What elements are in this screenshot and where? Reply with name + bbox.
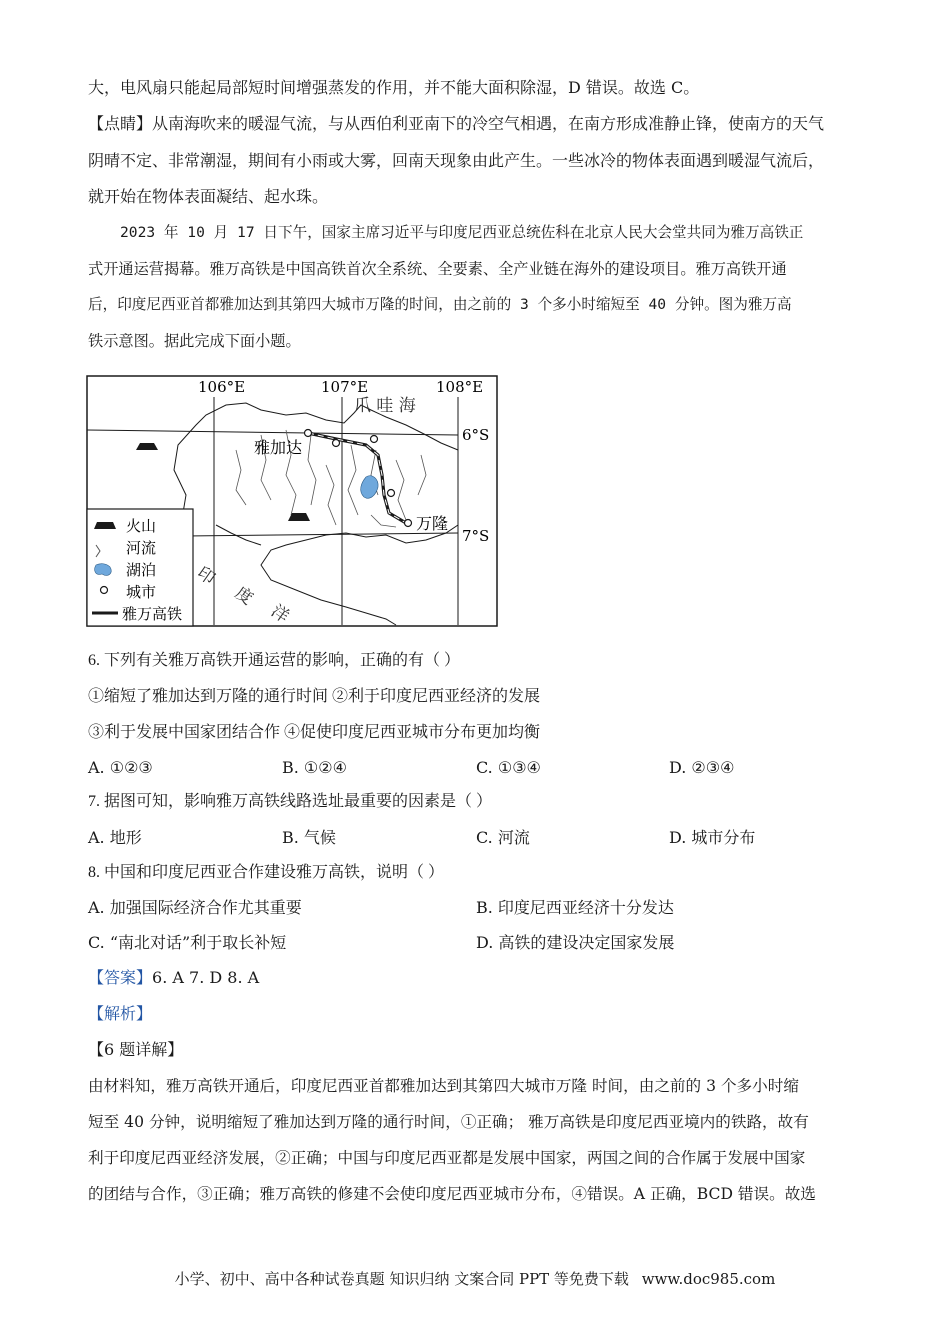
option-b: B. 印度尼西亚经济十分发达 <box>476 898 674 917</box>
option-a: A. ①②③ <box>88 758 153 777</box>
city-bandung <box>405 520 412 527</box>
lat-label-6s: 6°S <box>462 426 490 444</box>
text-line: 铁示意图。据此完成下面小题。 <box>88 332 301 350</box>
city-label-bandung: 万隆 <box>416 514 449 533</box>
city-label-jakarta: 雅加达 <box>254 438 303 457</box>
detail-tag: 【6 题详解】 <box>88 1040 184 1059</box>
option-a: A. 加强国际经济合作尤其重要 <box>88 898 302 917</box>
option-d: D. ②③④ <box>669 758 735 777</box>
text-line: 式开通运营揭幕。雅万高铁是中国高铁首次全系统、全要素、全产业链在海外的建设项目。雅万高铁开通 <box>88 260 787 278</box>
option-d: D. 高铁的建设决定国家发展 <box>476 933 675 952</box>
legend-label: 河流 <box>126 539 157 557</box>
detail-line: 由材料知，雅万高铁开通后，印度尼西亚首都雅加达到其第四大城市万隆 时间，由之前的 3 个多小时缩 <box>88 1077 799 1095</box>
city-marker <box>388 490 395 497</box>
analysis-tag: 【解析】 <box>88 1004 153 1023</box>
ocean-label-char: 印 <box>193 563 219 590</box>
text-line: 2023 年 10 月 17 日下午，国家主席习近平与印度尼西亚总统佐科在北京人民大会堂共同为雅万高铁正 <box>120 224 804 241</box>
text-line: 后，印度尼西亚首都雅加达到其第四大城市万隆的时间，由之前的 3 个多小时缩短至 40 分钟。图为雅万高 <box>88 296 792 313</box>
ocean-label-char: 洋 <box>267 601 293 627</box>
answer-tag: 【答案】 <box>88 968 153 987</box>
question-6-statement: ③利于发展中国家团结合作 ④促使印度尼西亚城市分布更加均衡 <box>88 724 541 741</box>
option-c: C. “南北对话”利于取长补短 <box>88 933 287 952</box>
text-line: 大，电风扇只能起局部短时间增强蒸发的作用，并不能大面积除湿，D 错误。故选 C。 <box>88 78 700 97</box>
lon-label-106: 106°E <box>198 378 246 396</box>
detail-line: 利于印度尼西亚经济发展，②正确；中国与印度尼西亚都是发展中国家，两国之间的合作属于发展中国家 <box>88 1149 806 1167</box>
legend-city-icon <box>101 587 108 594</box>
city-marker <box>333 440 340 447</box>
lat-label-7s: 7°S <box>462 527 490 545</box>
text-line: 就开始在物体表面凝结、起水珠。 <box>88 187 329 206</box>
option-c: C. ①③④ <box>476 758 541 777</box>
legend-label: 火山 <box>126 517 157 535</box>
page-footer <box>0 1268 950 1290</box>
footer-text: 小学、初中、高中各种试卷真题 知识归纳 文案合同 PPT 等免费下载 <box>174 1270 629 1288</box>
detail-line: 短至 40 分钟，说明缩短了雅加达到万隆的通行时间，①正确； 雅万高铁是印度尼西亚境内的铁路，故有 <box>88 1113 809 1131</box>
option-c: C. 河流 <box>476 828 530 847</box>
question-6-statement: ①缩短了雅加达到万隆的通行时间 ②利于印度尼西亚经济的发展 <box>88 688 541 705</box>
sea-label: 爪 哇 海 <box>354 396 416 416</box>
lon-label-107: 107°E <box>321 378 369 396</box>
text-line <box>88 113 824 135</box>
answer-line <box>88 967 259 989</box>
city-marker <box>371 436 378 443</box>
text-segment: 从南海吹来的暖湿气流，与从西伯利亚南下的冷空气相遇，在南方形成准静止锋，使南方的天气 <box>152 114 825 133</box>
ocean-label-char: 度 <box>231 583 257 610</box>
answer-text: 6. A 7. D 8. A <box>152 968 260 987</box>
question-8-stem: 8. 中国和印度尼西亚合作建设雅万高铁，说明（ ） <box>88 864 445 881</box>
question-6-stem: 6. 下列有关雅万高铁开通运营的影响，正确的有（ ） <box>88 652 461 669</box>
option-d: D. 城市分布 <box>669 828 756 847</box>
lon-label-108: 108°E <box>436 378 484 396</box>
question-7-stem: 7. 据图可知，影响雅万高铁线路选址最重要的因素是（ ） <box>88 793 493 810</box>
detail-line: 的团结与合作，③正确；雅万高铁的修建不会使印度尼西亚城市分布，④错误。A 正确，BCD 错误。故选 <box>88 1185 816 1203</box>
railway-map <box>86 375 498 627</box>
tip-tag: 【点睛】 <box>88 114 153 133</box>
footer-link[interactable]: www.doc985.com <box>641 1270 776 1288</box>
text-line: 阴晴不定、非常潮湿，期间有小雨或大雾，回南天现象由此产生。一些冰冷的物体表面遇到暖湿气流后， <box>88 151 825 170</box>
legend-label: 湖泊 <box>126 561 157 579</box>
legend-label: 雅万高铁 <box>122 605 183 623</box>
option-a: A. 地形 <box>88 828 142 847</box>
option-b: B. ①②④ <box>282 758 347 777</box>
option-b: B. 气候 <box>282 828 336 847</box>
legend-volcano-icon <box>94 522 116 529</box>
legend-label: 城市 <box>126 583 157 601</box>
city-jakarta <box>305 430 312 437</box>
